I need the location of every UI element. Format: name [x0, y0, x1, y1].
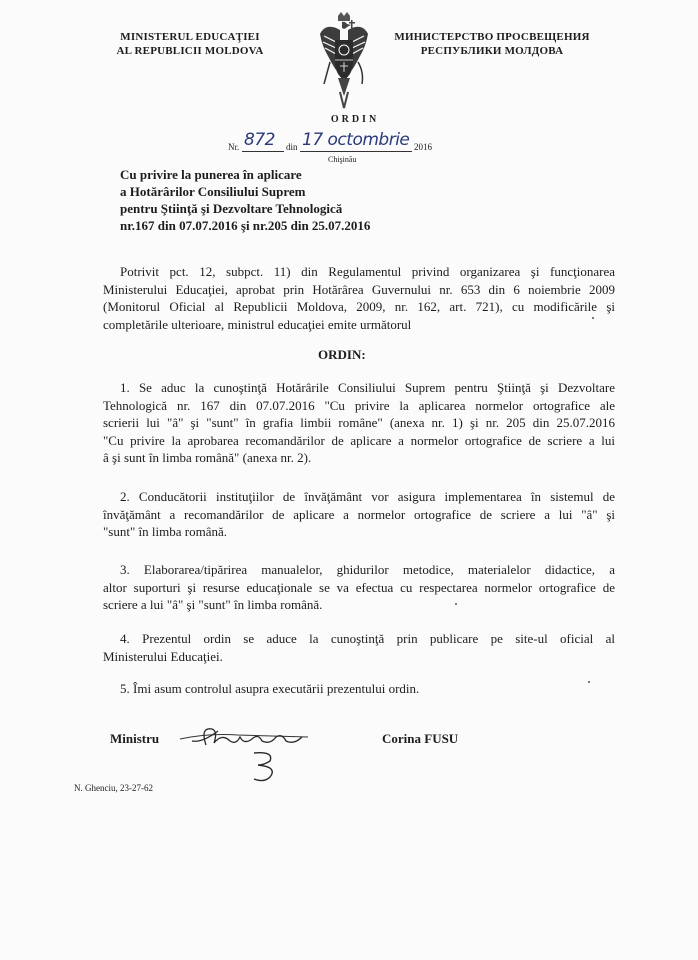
order-year: 2016	[414, 142, 432, 152]
paragraph-line: (Monitorul Oficial al Republicii Moldova, 2009, nr. 162, art. 721), cu modificările şi	[103, 299, 615, 315]
header-right-line: РЕСПУБЛИКИ МОЛДОВА	[420, 45, 564, 57]
executor-note: N. Ghenciu, 23-27-62	[74, 783, 153, 793]
subject-line: Cu privire la punerea în aplicare	[120, 167, 302, 182]
paragraph-line: Tehnologică nr. 167 din 07.07.2016 "Cu privire la aplicarea normelor ortografice ale	[103, 397, 615, 413]
point-3	[103, 561, 615, 614]
paragraph-line: completările ulterioare, ministrul educaţiei emite următorul	[103, 316, 412, 332]
signature-block	[110, 731, 510, 791]
paragraph-line: Ministerului Educaţiei.	[103, 648, 223, 664]
subject-line: nr.167 din 07.07.2016 şi nr.205 din 25.07.2016	[120, 218, 371, 233]
header-left	[105, 30, 275, 58]
header-left-line: MINISTERUL EDUCAŢIEI	[120, 31, 260, 43]
paragraph-line: scrierii lui "â" şi "sunt" în grafia limbii române" (anexa nr. 1) şi nr. 205 din 25.07.2016	[103, 415, 615, 431]
point-2	[103, 488, 615, 541]
handwritten-signature-icon	[178, 723, 378, 789]
paragraph-line: 1. Se aduc la cunoştinţă Hotărârile Consiliului Suprem pentru Ştiinţă şi Dezvoltare	[120, 380, 615, 395]
paragraph-line: 5. Îmi asum controlul asupra executării prezentului ordin.	[120, 681, 420, 696]
order-number: 872	[244, 130, 275, 150]
paragraph-line: 4. Prezentul ordin se aduce la cunoştinţă prin publicare pe site-ul oficial al	[120, 631, 615, 646]
order-number-line	[228, 132, 448, 154]
signatory-role: Ministru	[110, 731, 160, 746]
point-5	[103, 680, 615, 698]
paragraph-line: altor suporturi şi resurse educaţionale se va efectua cu respectarea normelor ortografice de	[103, 579, 615, 595]
header-right-line: МИНИСТЕРСТВО ПРОСВЕЩЕНИЯ	[394, 31, 590, 43]
order-city: Chişinău	[328, 155, 357, 164]
order-title: ORDIN	[330, 114, 380, 125]
paragraph-line: Potrivit pct. 12, subpct. 11) din Regulamentul privind organizarea şi funcţionarea	[120, 264, 615, 279]
paragraph-line: 2. Conducătorii instituţiilor de învăţământ vor asigura implementarea în sistemul de	[120, 489, 615, 504]
paragraph-line: Ministerului Educaţiei, aprobat prin Hotărârea Guvernului nr. 653 din 6 noiembrie 2009	[103, 281, 615, 297]
header-left-line: AL REPUBLICII MOLDOVA	[116, 45, 264, 57]
subject-line: a Hotărârilor Consiliului Suprem	[120, 184, 306, 199]
order-date: 17 octombrie	[302, 130, 410, 150]
moldova-coat-of-arms-icon	[318, 12, 370, 110]
paragraph-line: învăţământ a recomandărilor de aplicare a normelor ortografice de scriere a lui "â" şi	[103, 506, 615, 522]
point-1	[103, 379, 615, 467]
ordin-heading: ORDIN:	[318, 347, 366, 362]
paragraph-line: 3. Elaborarea/tipărirea manualelor, ghidurilor metodice, materialelor didactice, a	[120, 562, 615, 577]
order-subject	[120, 166, 450, 234]
din-label: din	[286, 142, 298, 152]
paragraph-line: "sunt" în limba română.	[103, 524, 227, 540]
point-4	[103, 630, 615, 665]
paragraph-line: scriere a lui "â" şi "sunt" în limba română.	[103, 597, 323, 613]
signatory-name: Corina FUSU	[382, 731, 459, 746]
preamble-paragraph	[103, 263, 615, 333]
header-right	[392, 30, 592, 58]
paragraph-line: â şi sunt în limba română" (anexa nr. 2).	[103, 450, 312, 466]
paragraph-line: "Cu privire la aprobarea recomandărilor de aplicare a normelor ortografice de scriere a lui	[103, 432, 615, 448]
nr-label: Nr.	[228, 142, 240, 152]
subject-line: pentru Ştiinţă şi Dezvoltare Tehnologică	[120, 201, 343, 216]
